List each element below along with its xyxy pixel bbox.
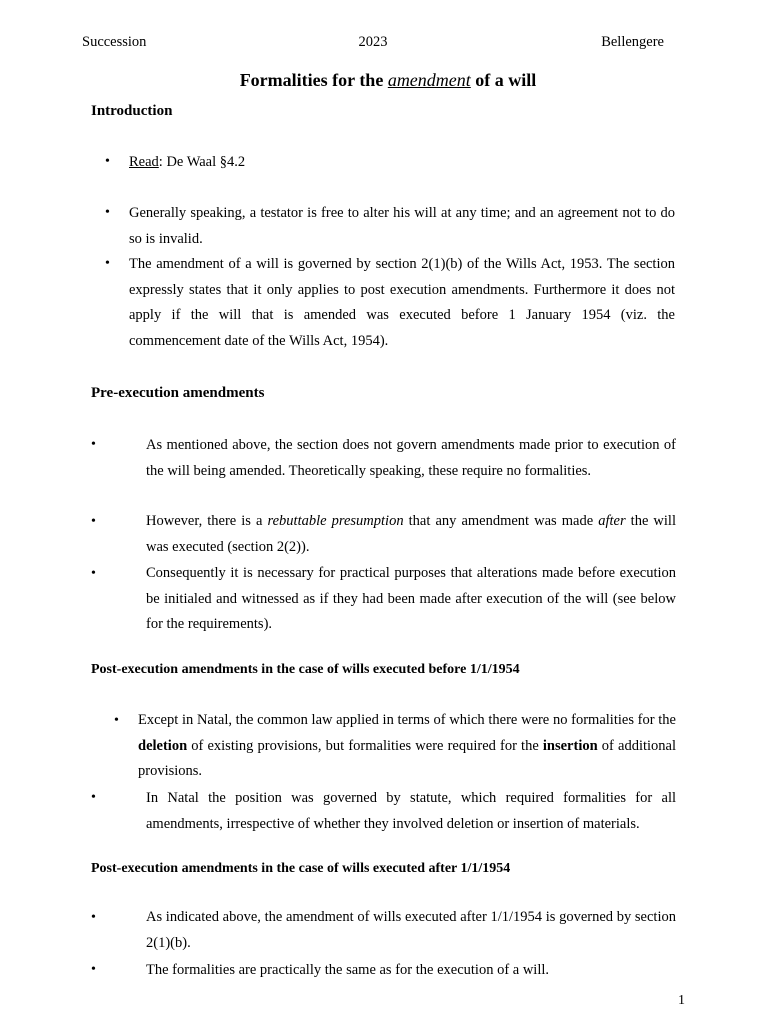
heading-after-1954: Post-execution amendments in the case of wills executed after 1/1/1954: [91, 861, 511, 876]
before-1954-paragraph-1: [138, 708, 676, 785]
pre-exec-p2-text-c: the will was executed (section 2(2)).: [146, 513, 676, 555]
before-1954-paragraph-2: In Natal the position was governed by statute, which required formalities for all amendments, irrespective of whether they involved deletion or insertion of materials.: [146, 790, 676, 832]
pre-exec-p2-text-b: that any amendment was made: [403, 513, 599, 529]
title-emphasis: amendment: [387, 70, 471, 90]
title-suffix: of a will: [470, 70, 537, 90]
running-header: [82, 34, 664, 54]
after-1954-paragraph-1: As indicated above, the amendment of wills executed after 1/1/1954 is governed by section 2(1)(b).: [146, 909, 676, 951]
bullet-icon: •: [114, 713, 119, 728]
bullet-icon: •: [91, 437, 96, 452]
read-label: Read: [129, 154, 159, 170]
rebuttable-presumption: rebuttable presumption: [267, 513, 404, 529]
bullet-icon: •: [91, 910, 96, 925]
intro-paragraph-2: The amendment of a will is governed by section 2(1)(b) of the Wills Act, 1953. The section expressly states that it only applies to post execution amendments. Furthermore it does not apply if the will that is amended was executed before 1 January 1954 (viz. the commencement date of the Wills Act, 1954).: [129, 256, 675, 349]
before-1954-p1-text-d: of additional provisions.: [138, 737, 676, 779]
pre-exec-paragraph-3: Consequently it is necessary for practical purposes that alterations made before execution be initialed and witnessed as if they had been made after execution of the will (see below for the requirements).: [146, 565, 676, 632]
after-emphasis: after: [598, 513, 626, 529]
intro-paragraph-1: Generally speaking, a testator is free to alter his will at any time; and an agreement not to do so is invalid.: [129, 205, 675, 247]
header-year: 2023: [358, 34, 388, 50]
bullet-icon: •: [91, 790, 96, 805]
insertion-emphasis: insertion: [542, 737, 598, 754]
page-number: 1: [678, 993, 685, 1008]
title-prefix: Formalities for the: [239, 70, 388, 90]
intro-read-item: [129, 150, 675, 176]
bullet-icon: •: [105, 154, 110, 169]
deletion-emphasis: deletion: [138, 737, 188, 754]
before-1954-p1-text-c: of existing provisions, but formalities were required for the: [187, 737, 543, 754]
bullet-icon: •: [105, 256, 110, 271]
bullet-icon: •: [91, 514, 96, 529]
heading-pre-execution: Pre-execution amendments: [91, 385, 265, 401]
bullet-icon: •: [91, 566, 96, 581]
heading-introduction: Introduction: [91, 103, 173, 119]
header-course: Succession: [82, 34, 147, 50]
pre-exec-paragraph-2: [146, 509, 676, 560]
pre-exec-p2-text-a: However, there is a: [146, 513, 268, 529]
read-text: : De Waal §4.2: [158, 154, 246, 170]
page-title: [0, 70, 768, 91]
bullet-icon: •: [105, 205, 110, 220]
pre-exec-paragraph-1: As mentioned above, the section does not govern amendments made prior to execution of the will being amended. Theoretically speaking, these require no formalities.: [146, 437, 676, 479]
header-author: Bellengere: [601, 34, 664, 50]
before-1954-p1-text-a: Except in Natal, the common law applied in terms of which there were no formalities for the: [138, 712, 676, 728]
after-1954-paragraph-2: The formalities are practically the same as for the execution of a will.: [146, 962, 550, 978]
heading-before-1954: Post-execution amendments in the case of wills executed before 1/1/1954: [91, 662, 520, 677]
bullet-icon: •: [91, 962, 96, 977]
